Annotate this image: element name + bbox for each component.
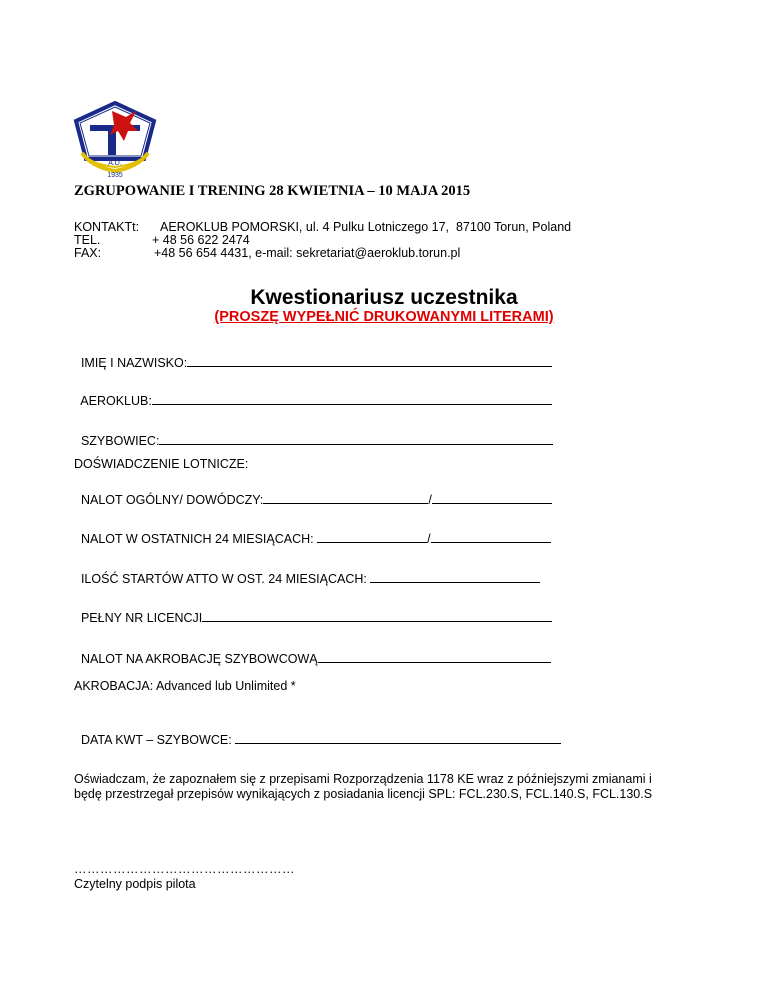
contact-value: AEROKLUB POMORSKI, ul. 4 Pulku Lotniczego 17, 87100 Torun, Poland	[160, 220, 572, 234]
last24-slash: /	[427, 532, 431, 546]
atto-line[interactable]	[370, 570, 540, 583]
fax-label: FAX:	[74, 246, 102, 260]
kwt-date-label: DATA KWT – SZYBOWCE:	[80, 733, 236, 747]
experience-heading: DOŚWIADCZENIE LOTNICZE:	[74, 457, 249, 471]
aeroklub-label: AEROKLUB:	[80, 394, 152, 408]
signature-line[interactable]: ……………………………………………	[74, 862, 295, 876]
atto-field[interactable]	[74, 556, 540, 586]
total-time-field[interactable]	[74, 477, 552, 507]
fax-value: +48 56 654 4431, e-mail: sekretariat@aeroklub.torun.pl	[154, 246, 461, 260]
aerobatics-time-line[interactable]	[318, 650, 551, 663]
glider-line[interactable]	[159, 432, 553, 445]
event-heading: ZGRUPOWANIE I TRENING 28 KWIETNIA – 10 MAJA 2015	[74, 183, 471, 199]
glider-field[interactable]	[74, 418, 553, 448]
declaration-line-2: będę przestrzegał przepisów wynikających z posiadania licencji SPL: FCL.230.S, FCL.140.S, FCL.130.S	[74, 787, 653, 801]
total-time-slash: /	[428, 493, 432, 507]
last24-line-1[interactable]	[317, 530, 427, 543]
logo-year: 1935	[107, 172, 123, 179]
license-line[interactable]	[202, 609, 552, 622]
form-title: Kwestionariusz uczestnika	[250, 286, 518, 309]
kwt-date-field[interactable]	[74, 717, 561, 747]
logo-ad: A.D.	[108, 160, 122, 167]
aeroklub-field[interactable]	[74, 378, 552, 408]
glider-label: SZYBOWIEC:	[80, 434, 160, 448]
signature-label: Czytelny podpis pilota	[74, 877, 196, 891]
name-label: IMIĘ I NAZWISKO:	[80, 356, 188, 370]
tel-label: TEL.	[74, 233, 101, 247]
atto-label: ILOŚĆ STARTÓW ATTO W OST. 24 MIESIĄCACH:	[80, 572, 371, 586]
license-label: PEŁNY NR LICENCJI	[80, 611, 203, 625]
tel-value: + 48 56 622 2474	[152, 233, 250, 247]
kwt-date-line[interactable]	[235, 731, 561, 744]
form-subtitle: (PROSZĘ WYPEŁNIĆ DRUKOWANYMI LITERAMI)	[214, 309, 554, 325]
aerobatics-option: AKROBACJA: Advanced lub Unlimited *	[74, 679, 296, 693]
aeroklub-line[interactable]	[152, 392, 552, 405]
aerobatics-time-field[interactable]	[74, 636, 551, 666]
last24-line-2[interactable]	[431, 530, 551, 543]
license-field[interactable]	[74, 595, 552, 625]
last24-field[interactable]	[74, 516, 551, 546]
aerobatics-time-label: NALOT NA AKROBACJĘ SZYBOWCOWĄ	[80, 652, 318, 666]
contact-label: KONTAKTt:	[74, 220, 140, 234]
total-time-label: NALOT OGÓLNY/ DOWÓDCZY:	[80, 493, 264, 507]
name-line[interactable]	[187, 354, 552, 367]
name-field[interactable]	[74, 340, 552, 370]
declaration-line-1: Oświadczam, że zapoznałem się z przepisami Rozporządzenia 1178 KE wraz z późniejszymi zmianami i	[74, 772, 652, 786]
aeroklub-logo	[72, 101, 158, 179]
total-time-line-2[interactable]	[432, 491, 552, 504]
total-time-line-1[interactable]	[263, 491, 428, 504]
last24-label: NALOT W OSTATNICH 24 MIESIĄCACH:	[80, 532, 318, 546]
